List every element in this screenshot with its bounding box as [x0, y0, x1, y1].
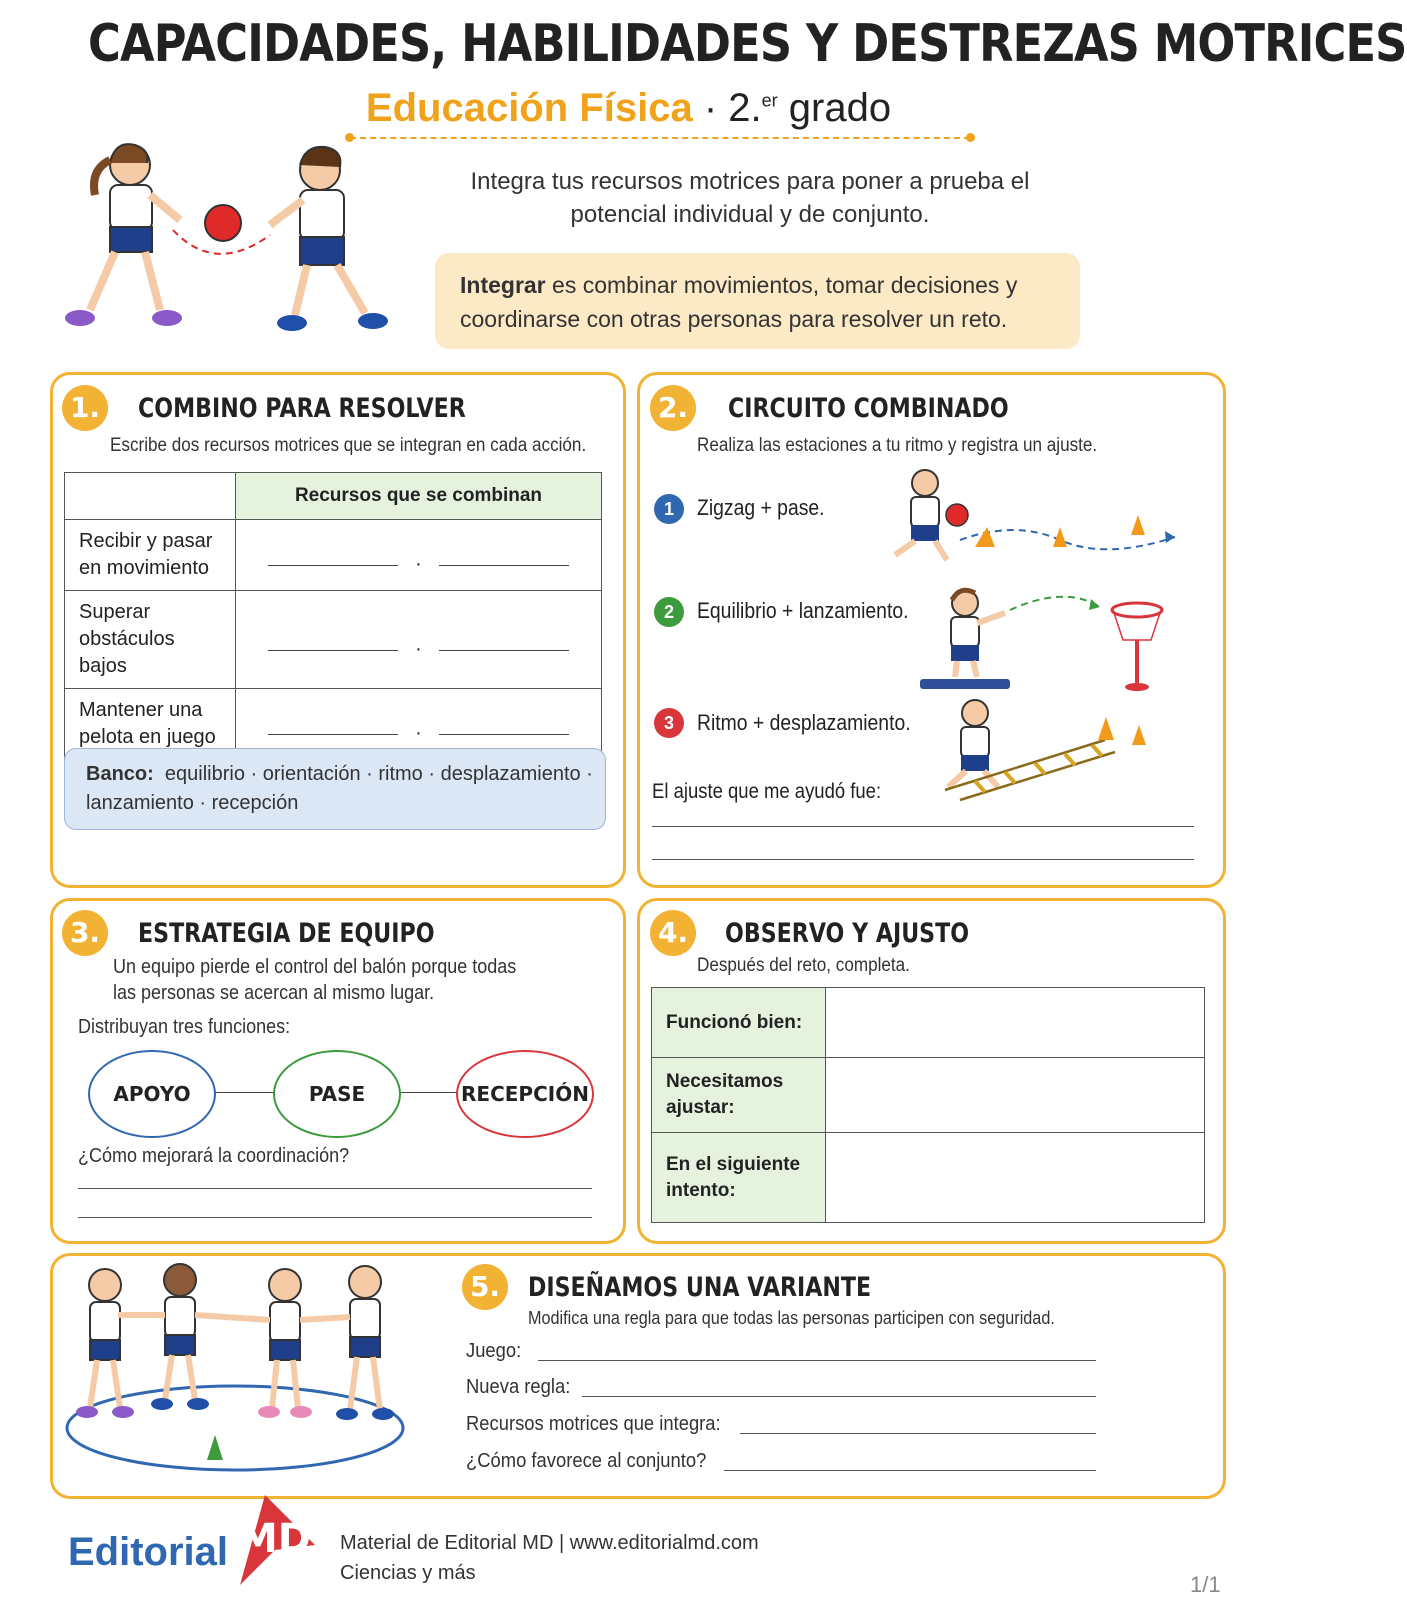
- coordination-answer-line[interactable]: [78, 1217, 592, 1218]
- station-number: 3: [654, 708, 684, 738]
- grade-sup: er: [761, 90, 778, 111]
- role-connector: [210, 1092, 280, 1093]
- field-line-recursos[interactable]: [740, 1433, 1096, 1434]
- station-number: 1: [654, 494, 684, 524]
- station-label: Ritmo + desplazamiento.: [697, 710, 911, 735]
- station-label: Equilibrio + lanzamiento.: [697, 598, 909, 623]
- row-label: Funcionó bien:: [652, 988, 826, 1058]
- title-rule: [350, 137, 970, 139]
- section-4-badge: 4.: [650, 910, 696, 956]
- intro-text: Integra tus recursos motrices para poner a prueba el potencial individual y de conjunto.: [470, 168, 1030, 228]
- role-recepcion: RECEPCIÓN: [456, 1050, 594, 1138]
- dot-separator: ·: [415, 553, 422, 575]
- answer-cell[interactable]: [826, 988, 1205, 1058]
- role-pase: PASE: [273, 1050, 401, 1138]
- section-1-instruction: Escribe dos recursos motrices que se integran en cada acción.: [110, 435, 587, 456]
- field-label-nueva-regla: Nueva regla:: [466, 1376, 571, 1398]
- answer-cell[interactable]: [826, 1058, 1205, 1133]
- row-label: Superar obstáculos bajos: [65, 591, 236, 689]
- md-logo-text: MD: [238, 1516, 312, 1562]
- row-label: En el siguiente intento:: [652, 1133, 826, 1223]
- section-5-instruction: Modifica una regla para que todas las personas participen con seguridad.: [528, 1308, 1055, 1328]
- children-circle-illustration: [60, 1260, 415, 1485]
- row-label: Mantener una pelota en juego: [65, 689, 236, 760]
- kids-passing-ball-illustration: [55, 135, 415, 350]
- role-connector: [395, 1092, 465, 1093]
- field-label-recursos: Recursos motrices que integra:: [466, 1413, 721, 1435]
- answer-cell[interactable]: [236, 591, 602, 689]
- section-5-badge: 5.: [462, 1264, 508, 1310]
- station-label: Zigzag + pase.: [697, 495, 825, 520]
- footer-line-2: Ciencias y más: [340, 1562, 476, 1584]
- roles-prompt: Distribuyan tres funciones:: [78, 1016, 291, 1038]
- observation-table: [651, 987, 1205, 1223]
- table-row: [652, 1058, 1205, 1133]
- adjust-answer-line[interactable]: [652, 826, 1194, 827]
- table-header: Recursos que se combinan: [236, 473, 602, 520]
- answer-blank[interactable]: [439, 648, 569, 651]
- rule-dot: [966, 133, 975, 142]
- scenario-line: las personas se acercan al mismo lugar.: [113, 982, 435, 1004]
- page-number: 1/1: [1190, 1572, 1221, 1597]
- rhythm-ladder-illustration: [930, 695, 1160, 805]
- word-bank-text: [86, 760, 596, 818]
- editorial-logo-word: Editorial: [68, 1530, 229, 1574]
- definition-text: [460, 268, 1070, 336]
- table-corner: [65, 473, 236, 520]
- answer-cell[interactable]: [826, 1133, 1205, 1223]
- bank-items: equilibrio · orientación · ritmo · desplazamiento · lanzamiento · recepción: [86, 763, 593, 814]
- footer-text: [340, 1528, 759, 1588]
- answer-blank[interactable]: [439, 563, 569, 566]
- section-1-badge: 1.: [62, 385, 108, 431]
- table-row: [652, 988, 1205, 1058]
- page-title: CAPACIDADES, HABILIDADES Y DESTREZAS MOTRICES: [87, 14, 1407, 74]
- section-2-title: CIRCUITO COMBINADO: [728, 393, 1009, 424]
- adjust-prompt: El ajuste que me ayudó fue:: [652, 780, 882, 803]
- coordination-answer-line[interactable]: [78, 1188, 592, 1189]
- balance-throw-illustration: [915, 585, 1185, 700]
- separator: ·: [703, 86, 718, 130]
- field-line-favorece[interactable]: [724, 1470, 1096, 1471]
- dot-separator: ·: [415, 637, 422, 660]
- coordination-question: ¿Cómo mejorará la coordinación?: [78, 1145, 350, 1167]
- section-3-badge: 3.: [62, 910, 108, 956]
- row-label: Recibir y pasar en movimiento: [65, 520, 236, 591]
- scenario-line: Un equipo pierde el control del balón porque todas: [113, 956, 517, 978]
- dot-separator: ·: [415, 722, 422, 744]
- section-2-badge: 2.: [650, 385, 696, 431]
- zigzag-pass-illustration: [875, 465, 1185, 565]
- grade-word: grado: [788, 86, 892, 130]
- role-apoyo: APOYO: [88, 1050, 216, 1138]
- md-logo-mark: [220, 1490, 320, 1590]
- table-row: [652, 1133, 1205, 1223]
- station-number: 2: [654, 597, 684, 627]
- section-5-title: DISEÑAMOS UNA VARIANTE: [528, 1272, 872, 1303]
- answer-blank[interactable]: [439, 732, 569, 735]
- section-4-instruction: Después del reto, completa.: [697, 955, 910, 976]
- section-3-title: ESTRATEGIA DE EQUIPO: [138, 918, 435, 949]
- section-4-title: OBSERVO Y AJUSTO: [725, 918, 970, 949]
- definition-bold: Integrar: [460, 272, 546, 298]
- bank-label: Banco:: [86, 763, 154, 785]
- answer-cell[interactable]: [236, 520, 602, 591]
- subject: Educación Física: [365, 86, 693, 130]
- section-2-instruction: Realiza las estaciones a tu ritmo y registra un ajuste.: [697, 435, 1098, 456]
- table-row: [65, 591, 602, 689]
- definition-rest: es combinar movimientos, tomar decisiones y coordinarse con otras personas para resolver un reto.: [460, 272, 1018, 332]
- footer-line-1: Material de Editorial MD | www.editorialmd.com: [340, 1532, 759, 1554]
- field-label-favorece: ¿Cómo favorece al conjunto?: [466, 1450, 707, 1472]
- answer-blank[interactable]: [268, 648, 398, 651]
- field-line-juego[interactable]: [538, 1360, 1096, 1361]
- field-line-nueva-regla[interactable]: [582, 1396, 1096, 1397]
- section-1-title: COMBINO PARA RESOLVER: [138, 393, 466, 424]
- answer-blank[interactable]: [268, 732, 398, 735]
- subtitle: [0, 86, 1257, 131]
- answer-blank[interactable]: [268, 563, 398, 566]
- table-row: [65, 520, 602, 591]
- adjust-answer-line[interactable]: [652, 859, 1194, 860]
- grade-number: 2.: [728, 86, 762, 130]
- row-label: Necesitamos ajustar:: [652, 1058, 826, 1133]
- resources-table: [64, 472, 602, 760]
- field-label-juego: Juego:: [466, 1340, 522, 1362]
